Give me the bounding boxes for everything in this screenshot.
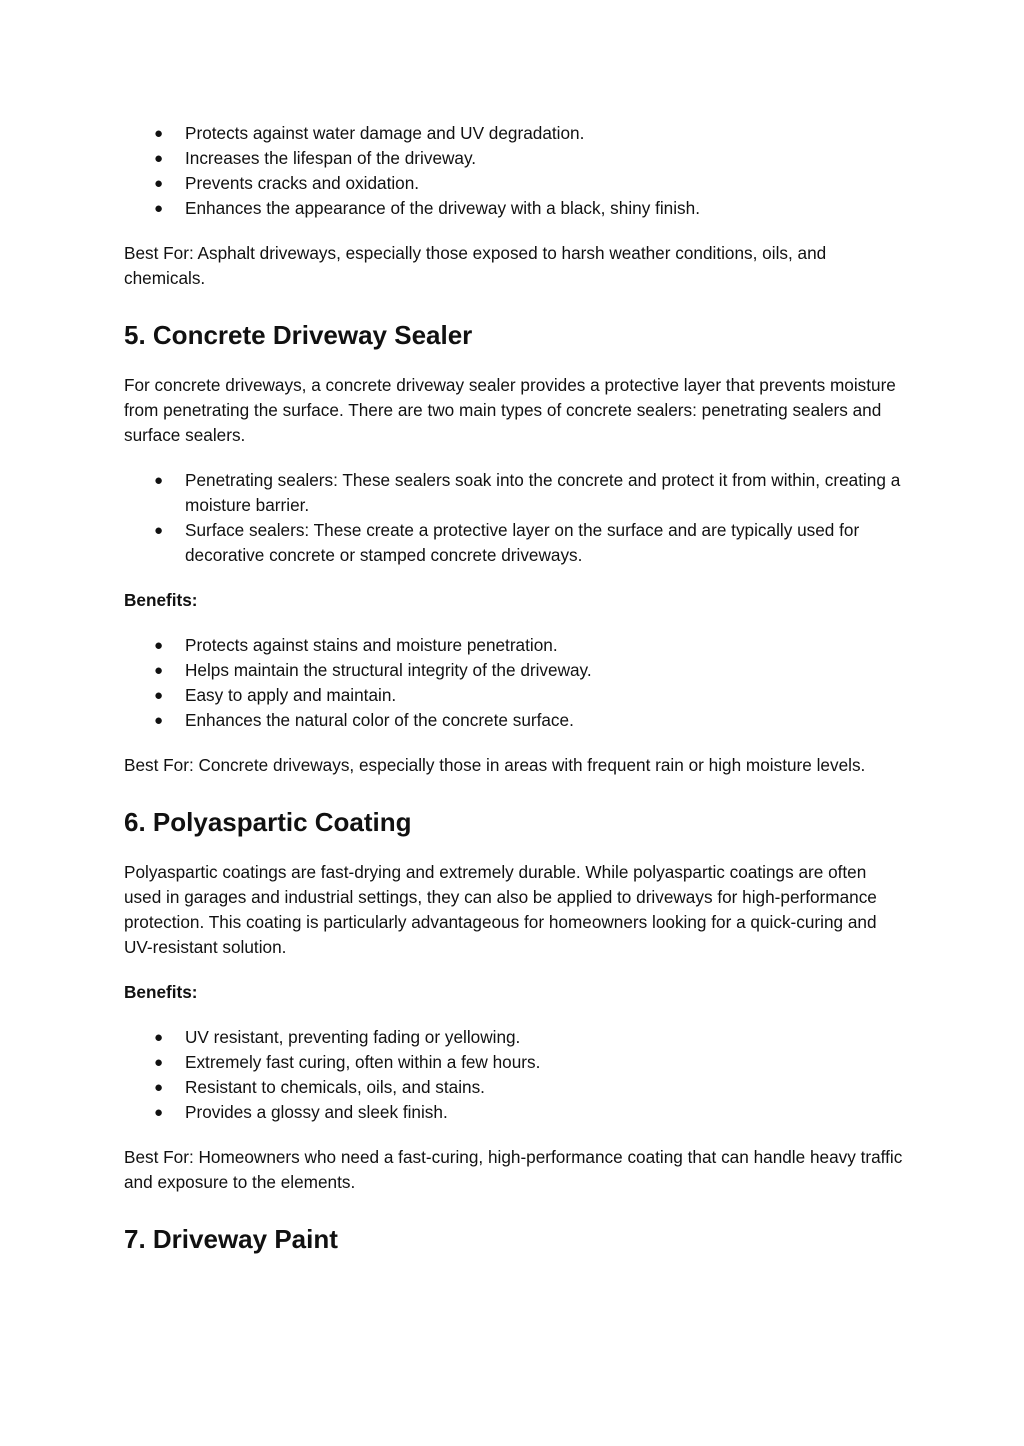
list-item: ● Extremely fast curing, often within a few hours. [124, 1050, 904, 1075]
bullet-icon: ● [154, 150, 164, 167]
section-6-best-for: Best For: Homeowners who need a fast-curing, high-performance coating that can handle heavy traffic and exposure to the elements. [124, 1147, 903, 1192]
section-6-intro: Polyaspartic coatings are fast-drying and extremely durable. While polyaspartic coatings are often used in garages and industrial settings, they can also be applied to driveways for high-performance protection. This coating is particularly advantageous for homeowners looking for a quick-curing and UV-resistant solution. [124, 862, 877, 957]
intro-benefits-list [124, 121, 904, 221]
list-item: ● Enhances the natural color of the concrete surface. [124, 708, 904, 733]
section-5-benefits-list [124, 633, 904, 733]
list-item: ● Surface sealers: These create a protective layer on the surface and are typically used for decorative concrete or stamped concrete driveways. [154, 520, 860, 565]
bullet-icon: ● [154, 1104, 164, 1121]
section-6-benefits-label: Benefits: [124, 982, 198, 1002]
list-item: ● UV resistant, preventing fading or yellowing. [124, 1025, 904, 1050]
bullet-icon: ● [154, 687, 164, 704]
bullet-icon: ● [154, 175, 164, 192]
list-item: ● Helps maintain the structural integrity of the driveway. [124, 658, 904, 683]
section-7-heading: 7. Driveway Paint [124, 1224, 338, 1254]
bullet-icon: ● [154, 125, 164, 142]
section-5-types-list [124, 468, 904, 568]
list-item: ● Protects against water damage and UV degradation. [124, 121, 904, 146]
list-item: ● Resistant to chemicals, oils, and stains. [124, 1075, 904, 1100]
section-5-benefits-label: Benefits: [124, 590, 198, 610]
list-item: ● Penetrating sealers: These sealers soak into the concrete and protect it from within, creating a moisture barrier. [154, 470, 901, 515]
section-6-heading: 6. Polyaspartic Coating [124, 807, 412, 837]
bullet-icon: ● [154, 637, 164, 654]
list-item: ● Increases the lifespan of the driveway. [124, 146, 904, 171]
section-6-benefits-list [124, 1025, 904, 1125]
section-5-intro: For concrete driveways, a concrete driveway sealer provides a protective layer that prevents moisture from penetrating the surface. There are two main types of concrete sealers: penetrating sealers and surface sealers. [124, 375, 896, 445]
list-item: ● Protects against stains and moisture penetration. [124, 633, 904, 658]
bullet-icon: ● [154, 712, 164, 729]
bullet-icon: ● [154, 1054, 164, 1071]
bullet-icon: ● [154, 1029, 164, 1046]
bullet-icon: ● [154, 662, 164, 679]
section-5-heading: 5. Concrete Driveway Sealer [124, 320, 473, 350]
bullet-icon: ● [154, 522, 164, 539]
list-item: ● Easy to apply and maintain. [124, 683, 904, 708]
list-item: ● Enhances the appearance of the driveway with a black, shiny finish. [124, 196, 904, 221]
bullet-icon: ● [154, 472, 164, 489]
bullet-icon: ● [154, 200, 164, 217]
document-page [124, 121, 904, 1255]
section-5-best-for: Best For: Concrete driveways, especially those in areas with frequent rain or high moisture levels. [124, 755, 866, 775]
intro-best-for: Best For: Asphalt driveways, especially those exposed to harsh weather conditions, oils, and chemicals. [124, 243, 827, 288]
list-item: ● Provides a glossy and sleek finish. [124, 1100, 904, 1125]
list-item: ● Prevents cracks and oxidation. [124, 171, 904, 196]
bullet-icon: ● [154, 1079, 164, 1096]
